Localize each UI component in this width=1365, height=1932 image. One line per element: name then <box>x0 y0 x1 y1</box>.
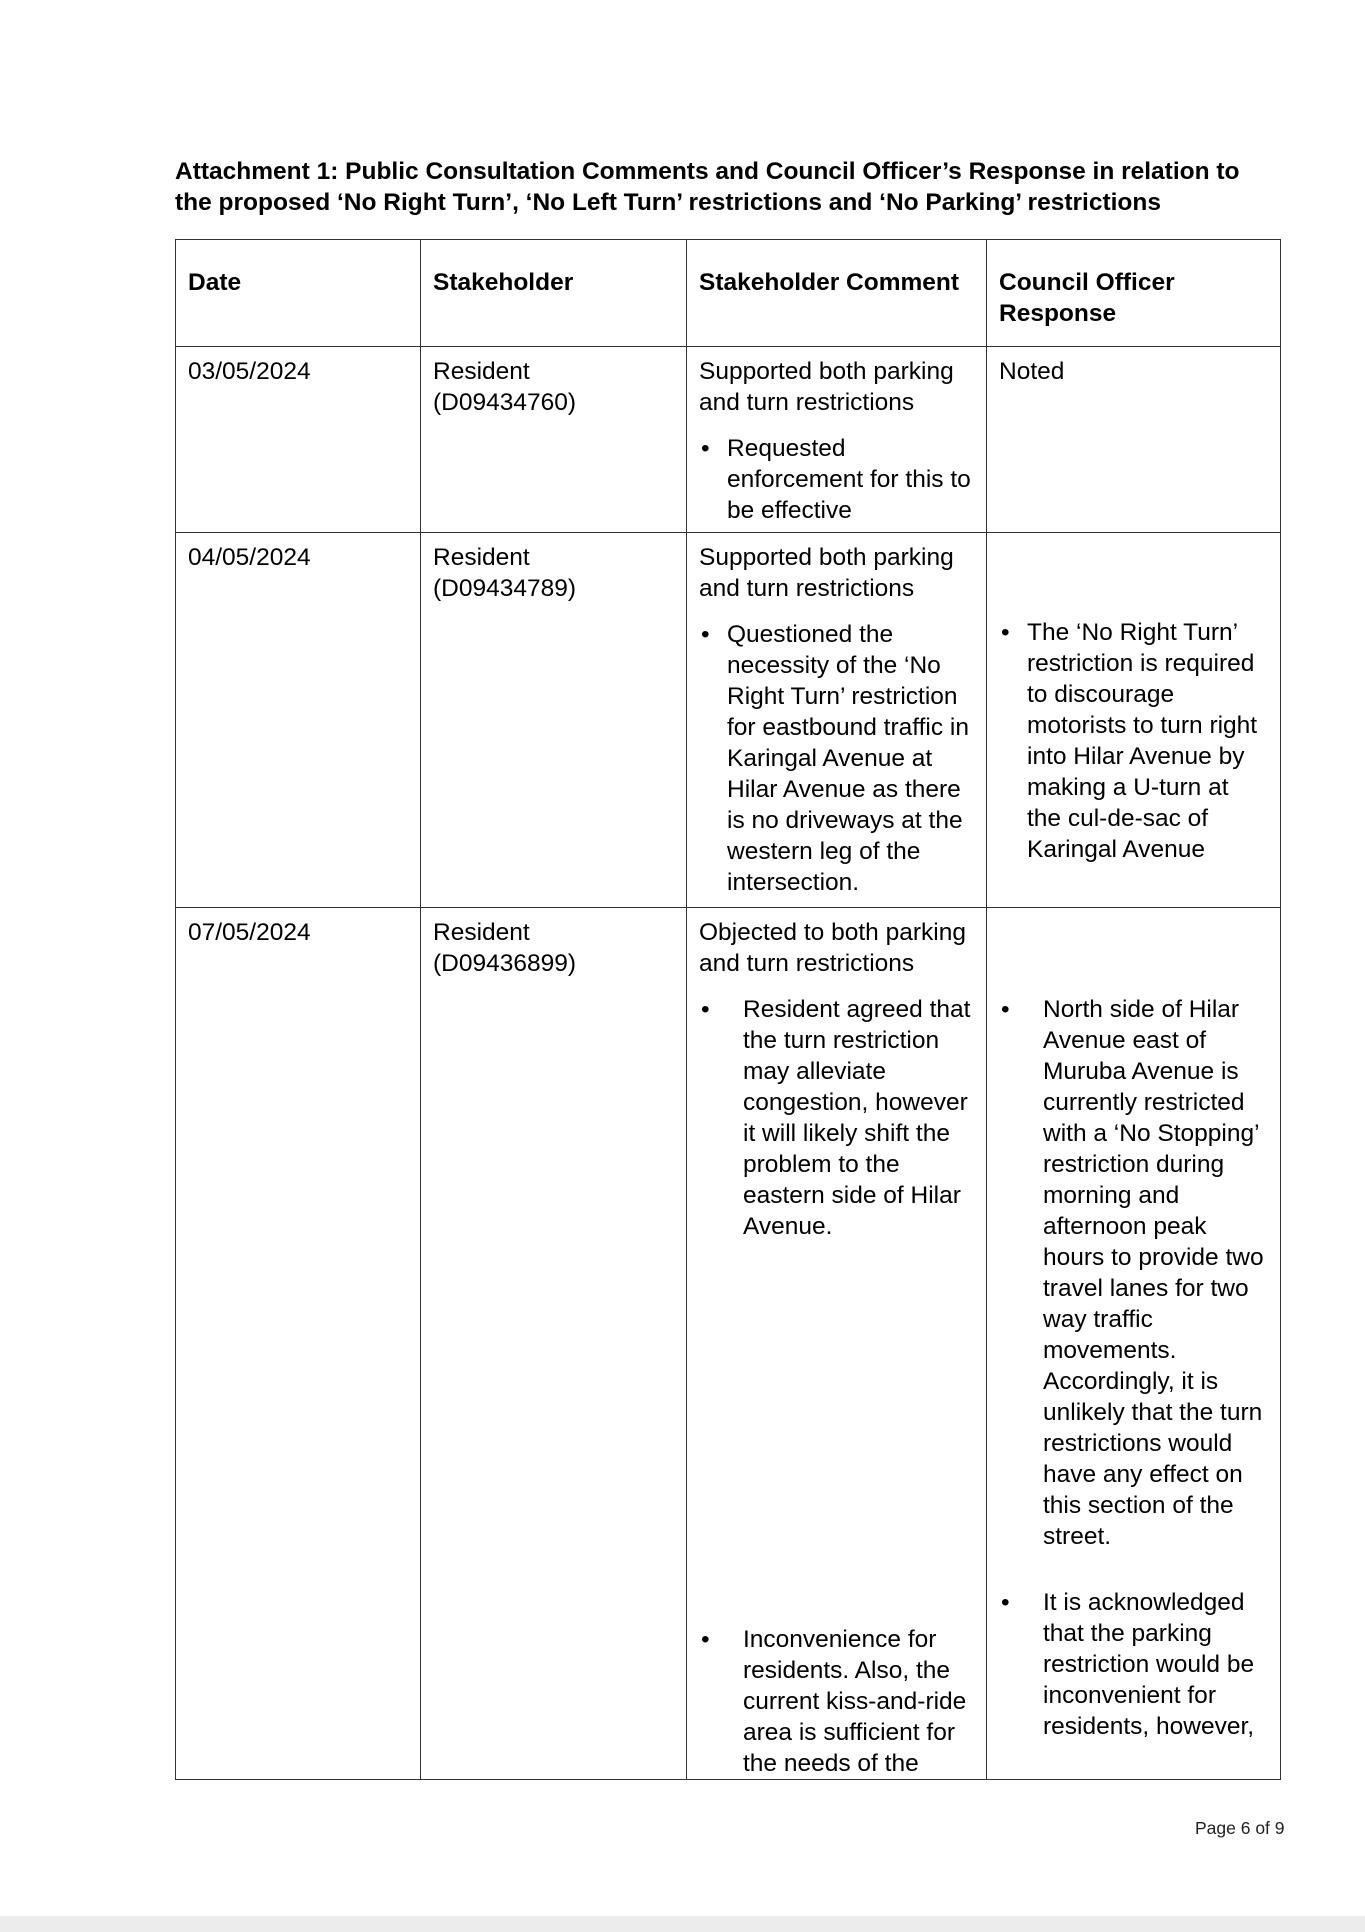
stakeholder-type: Resident <box>433 544 530 571</box>
title-line-2: the proposed ‘No Right Turn’, ‘No Left Turn’ restrictions and ‘No Parking’ restrictions <box>175 189 1161 216</box>
response-bullets <box>999 994 1268 1742</box>
response-bullet: • It is acknowledged that the parking restriction would be inconvenient for residents, however, <box>999 1587 1268 1742</box>
cell-stakeholder <box>421 533 687 908</box>
stakeholder-id: (D09434760) <box>433 389 577 416</box>
cell-comment <box>687 908 987 1780</box>
stakeholder-type: Resident <box>433 358 530 385</box>
header-response: Council Officer Response <box>987 240 1281 347</box>
consultation-table <box>175 239 1281 1780</box>
cell-comment <box>687 347 987 533</box>
comment-bullet: • Inconvenience for residents. Also, the current kiss-and-ride area is sufficient for the needs of the <box>699 1624 974 1779</box>
comment-intro: Supported both parking and turn restrictions <box>699 544 954 602</box>
table-row <box>176 533 1281 908</box>
cell-response <box>987 908 1281 1780</box>
response-bullet: • North side of Hilar Avenue east of Muruba Avenue is currently restricted with a ‘No Stopping’ restriction during morning and afternoon peak hours to provide two travel lanes for two way traffic movements. Accordingly, it is unlikely that the turn restrictions would have any effect on this section of the street. <box>999 994 1268 1552</box>
cell-stakeholder <box>421 908 687 1780</box>
response-bullets <box>999 617 1268 865</box>
cell-response <box>987 533 1281 908</box>
header-comment: Stakeholder Comment <box>687 240 987 347</box>
viewer-bottom-bar <box>0 1916 1365 1932</box>
cell-date: 04/05/2024 <box>176 533 421 908</box>
cell-date: 03/05/2024 <box>176 347 421 533</box>
header-date: Date <box>176 240 421 347</box>
table-row <box>176 908 1281 1780</box>
table-header-row <box>176 240 1281 347</box>
cell-date: 07/05/2024 <box>176 908 421 1780</box>
stakeholder-id: (D09434789) <box>433 575 577 602</box>
header-stakeholder: Stakeholder <box>421 240 687 347</box>
stakeholder-type: Resident <box>433 919 530 946</box>
page-number: Page 6 of 9 <box>1195 1818 1285 1838</box>
comment-bullets <box>699 619 974 898</box>
page-title <box>175 156 1305 218</box>
comment-intro: Objected to both parking and turn restrictions <box>699 919 966 977</box>
comment-bullet: • Questioned the necessity of the ‘No Right Turn’ restriction for eastbound traffic in Karingal Avenue at Hilar Avenue as there is no driveways at the western leg of the intersection. <box>699 619 974 898</box>
cell-stakeholder <box>421 347 687 533</box>
comment-bullet: • Requested enforcement for this to be effective <box>699 433 974 526</box>
cell-comment <box>687 533 987 908</box>
stakeholder-id: (D09436899) <box>433 950 577 977</box>
response-bullet: • The ‘No Right Turn’ restriction is required to discourage motorists to turn right into Hilar Avenue by making a U-turn at the cul-de-sac of Karingal Avenue <box>999 617 1268 865</box>
table-row <box>176 347 1281 533</box>
comment-bullets <box>699 994 974 1779</box>
comment-intro: Supported both parking and turn restrictions <box>699 358 954 416</box>
response-text: Noted <box>999 358 1065 385</box>
cell-response <box>987 347 1281 533</box>
comment-bullet: • Resident agreed that the turn restriction may alleviate congestion, however it will likely shift the problem to the eastern side of Hilar Avenue. <box>699 994 974 1242</box>
comment-bullets <box>699 433 974 526</box>
title-line-1: Attachment 1: Public Consultation Comments and Council Officer’s Response in relation to <box>175 158 1240 185</box>
